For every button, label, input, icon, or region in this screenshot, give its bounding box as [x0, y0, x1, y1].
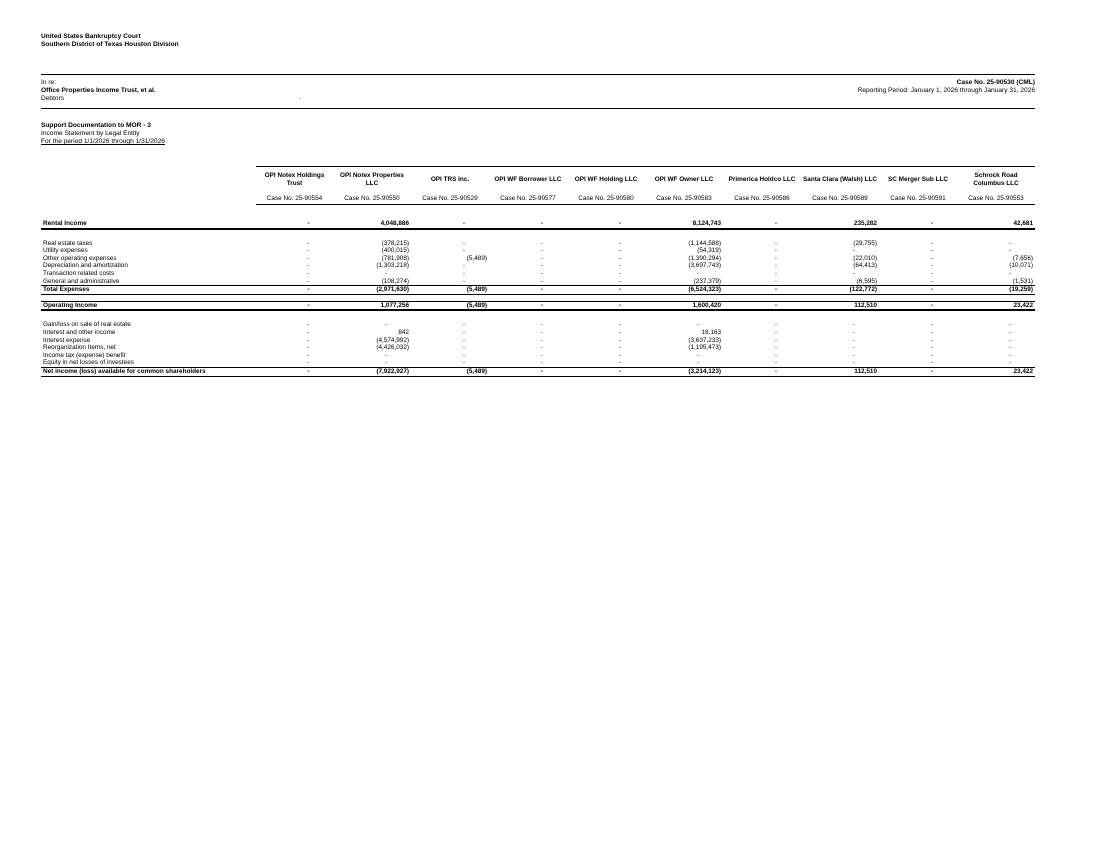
- header-blank: [41, 167, 256, 194]
- value-cell: -: [384, 321, 388, 329]
- row-reorganization-items: [41, 344, 1035, 352]
- value-cell: (7,922,927): [333, 367, 411, 376]
- value-cell: -: [462, 321, 466, 329]
- value-cell: -: [774, 336, 778, 344]
- value-cell: (122,772): [801, 286, 879, 295]
- spacer-cell: [41, 205, 1035, 221]
- row-label: Reorganization Items, net: [43, 344, 116, 352]
- row-label: General and administrative: [41, 278, 256, 286]
- value-cell: -: [879, 286, 957, 295]
- value-cell: (22,010): [853, 254, 877, 262]
- value-cell: (5,489): [411, 367, 489, 376]
- value-cell: -: [567, 286, 645, 295]
- value-cell: (4,426,032): [376, 344, 409, 352]
- value-cell: -: [540, 344, 544, 352]
- value-cell: -: [462, 247, 466, 255]
- value-cell: -: [618, 328, 622, 336]
- value-cell: -: [930, 262, 934, 270]
- row-net-income: [41, 367, 1035, 376]
- value-cell: -: [540, 239, 544, 247]
- value-cell: -: [696, 269, 700, 277]
- value-cell: -: [307, 262, 310, 270]
- value-cell: (3,697,743): [688, 262, 721, 270]
- row-label: Real estate taxes: [43, 239, 93, 247]
- value-cell: -: [540, 336, 544, 344]
- column-case-number: Case No. 25-90550: [333, 193, 411, 205]
- value-cell: -: [411, 220, 489, 229]
- value-cell: 23,422: [957, 301, 1035, 310]
- row-other-operating: [41, 255, 1035, 263]
- value-cell: -: [852, 247, 856, 255]
- row-label: Total Expenses: [41, 286, 256, 295]
- value-cell: (5,489): [411, 286, 489, 295]
- value-cell: -: [256, 301, 333, 310]
- column-case-number: Case No. 25-90591: [879, 193, 957, 205]
- value-cell: -: [567, 278, 645, 286]
- caption-right: [858, 79, 1035, 95]
- value-cell: -: [852, 328, 856, 336]
- value-cell: -: [307, 328, 310, 336]
- row-utility-expenses: [41, 247, 1035, 255]
- row-label: Equity in net losses of investees: [41, 359, 256, 367]
- caption-top-rule: [41, 74, 1035, 75]
- row-gain-loss-sale: [41, 321, 1035, 329]
- value-cell: -: [774, 262, 778, 270]
- value-cell: -: [618, 269, 622, 277]
- value-cell: -: [462, 351, 466, 359]
- value-cell: -: [852, 344, 856, 352]
- column-header: OPI Notex Holdings Trust: [256, 167, 333, 194]
- row-label: Depreciation and amortization: [43, 262, 128, 270]
- value-cell: (108,274): [333, 278, 411, 286]
- income-statement-table: [41, 166, 1035, 377]
- value-cell: 8,124,743: [645, 220, 723, 229]
- value-cell: -: [307, 239, 310, 247]
- value-cell: -: [1008, 247, 1012, 255]
- column-case-number: Case No. 25-90583: [645, 193, 723, 205]
- value-cell: -: [462, 239, 466, 247]
- value-cell: -: [852, 269, 856, 277]
- value-cell: -: [618, 344, 622, 352]
- value-cell: 23,422: [957, 367, 1035, 376]
- row-label: Interest expense: [43, 336, 91, 344]
- value-cell: -: [462, 336, 466, 344]
- value-cell: -: [384, 269, 388, 277]
- value-cell: -: [1008, 336, 1012, 344]
- value-cell: (6,524,323): [645, 286, 723, 295]
- value-cell: (54,319): [697, 247, 721, 255]
- column-case-number: Case No. 25-90554: [256, 193, 333, 205]
- support-period: For the period 1/1/2026 through 1/31/2026: [41, 138, 165, 145]
- spacer-row: [41, 294, 1035, 301]
- reporting-period: Reporting Period: January 1, 2026 through January 31, 2026: [857, 87, 1035, 94]
- value-cell: -: [879, 359, 957, 367]
- row-depreciation: [41, 262, 1035, 270]
- court-name: United States Bankruptcy Court: [41, 33, 141, 40]
- value-cell: -: [567, 367, 645, 376]
- value-cell: -: [333, 359, 411, 367]
- value-cell: -: [256, 359, 333, 367]
- value-cell: -: [1008, 344, 1012, 352]
- value-cell: -: [411, 278, 489, 286]
- column-case-number: Case No. 25-90580: [567, 193, 645, 205]
- row-label: Net income (loss) available for common shareholders: [41, 367, 256, 376]
- value-cell: -: [696, 351, 700, 359]
- value-cell: -: [1008, 321, 1012, 329]
- value-cell: -: [930, 351, 934, 359]
- value-cell: -: [618, 262, 622, 270]
- row-label: Income tax (expense) benefit: [43, 351, 126, 359]
- value-cell: -: [852, 321, 856, 329]
- column-header: Primerica Holdco LLC: [723, 167, 801, 194]
- spacer-row: [41, 229, 1035, 240]
- column-header: Santa Clara (Walsh) LLC: [801, 167, 879, 194]
- value-cell: (1,531): [957, 278, 1035, 286]
- value-cell: (1,195,473): [688, 344, 721, 352]
- spacer-cell: [41, 229, 1035, 240]
- value-cell: (7,656): [1012, 254, 1033, 262]
- value-cell: -: [957, 359, 1035, 367]
- stray-dot: .: [299, 94, 301, 101]
- value-cell: -: [489, 220, 567, 229]
- value-cell: -: [618, 351, 622, 359]
- value-cell: 112,510: [801, 301, 879, 310]
- row-general-admin: [41, 278, 1035, 286]
- value-cell: -: [879, 220, 957, 229]
- row-interest-expense: [41, 337, 1035, 345]
- value-cell: -: [774, 254, 778, 262]
- column-case-number: Case No. 25-90577: [489, 193, 567, 205]
- value-cell: -: [489, 359, 567, 367]
- value-cell: -: [930, 328, 934, 336]
- value-cell: -: [930, 336, 934, 344]
- value-cell: -: [540, 254, 544, 262]
- column-header: SC Merger Sub LLC: [879, 167, 957, 194]
- value-cell: -: [774, 321, 778, 329]
- column-header: OPI TRS Inc.: [411, 167, 489, 194]
- column-header-row: [41, 167, 1035, 194]
- value-cell: -: [723, 278, 801, 286]
- value-cell: (400,015): [381, 247, 409, 255]
- value-cell: -: [540, 321, 544, 329]
- value-cell: -: [852, 351, 856, 359]
- value-cell: -: [618, 254, 622, 262]
- row-label: Utility expenses: [43, 247, 88, 255]
- value-cell: (237,379): [645, 278, 723, 286]
- debtor-name: Office Properties Income Trust, et al.: [41, 87, 156, 94]
- value-cell: -: [696, 321, 700, 329]
- value-cell: -: [618, 336, 622, 344]
- value-cell: (378,215): [381, 239, 409, 247]
- value-cell: -: [774, 344, 778, 352]
- value-cell: (6,595): [801, 278, 879, 286]
- value-cell: (5,489): [411, 301, 489, 310]
- row-transaction-costs: [41, 270, 1035, 278]
- value-cell: (4,574,992): [376, 336, 409, 344]
- debtors-label: Debtors: [41, 95, 65, 102]
- value-cell: 1,077,256: [333, 301, 411, 310]
- row-equity-losses: [41, 359, 1035, 367]
- value-cell: -: [540, 269, 544, 277]
- value-cell: -: [618, 321, 622, 329]
- value-cell: -: [307, 336, 310, 344]
- value-cell: (5,489): [466, 254, 487, 262]
- support-subtitle: Income Statement by Legal Entity: [41, 130, 140, 137]
- value-cell: 112,510: [801, 367, 879, 376]
- value-cell: -: [540, 351, 544, 359]
- value-cell: -: [1008, 351, 1012, 359]
- case-number-row: [41, 193, 1035, 205]
- column-header: OPI WF Holding LLC: [567, 167, 645, 194]
- value-cell: -: [307, 254, 310, 262]
- value-cell: -: [540, 247, 544, 255]
- value-cell: (10,071): [1009, 262, 1033, 270]
- value-cell: -: [462, 344, 466, 352]
- spacer-cell: [41, 310, 1035, 321]
- column-case-number: Case No. 25-90529: [411, 193, 489, 205]
- value-cell: -: [879, 367, 957, 376]
- value-cell: -: [307, 344, 310, 352]
- value-cell: -: [774, 351, 778, 359]
- in-re-label: In re:: [41, 79, 57, 86]
- row-label: Rental Income: [41, 220, 256, 229]
- row-label: Other operating expenses: [43, 254, 117, 262]
- value-cell: -: [801, 359, 879, 367]
- value-cell: -: [411, 359, 489, 367]
- value-cell: -: [618, 239, 622, 247]
- value-cell: -: [567, 301, 645, 310]
- value-cell: -: [879, 278, 957, 286]
- value-cell: -: [1008, 239, 1012, 247]
- value-cell: -: [540, 262, 544, 270]
- value-cell: -: [879, 301, 957, 310]
- court-header: [41, 33, 179, 49]
- row-rental-income: [41, 220, 1035, 229]
- column-header: OPI WF Owner LLC: [645, 167, 723, 194]
- row-income-tax: [41, 352, 1035, 360]
- value-cell: -: [774, 247, 778, 255]
- value-cell: 18,163: [701, 328, 721, 336]
- court-district: Southern District of Texas Houston Division: [41, 41, 179, 48]
- value-cell: -: [256, 278, 333, 286]
- column-header: OPI WF Borrower LLC: [489, 167, 567, 194]
- value-cell: 4,048,886: [333, 220, 411, 229]
- value-cell: 235,282: [801, 220, 879, 229]
- value-cell: -: [256, 367, 333, 376]
- value-cell: -: [723, 286, 801, 295]
- row-operating-income: [41, 301, 1035, 310]
- spacer-row: [41, 205, 1035, 221]
- column-case-number: Case No. 25-90553: [957, 193, 1035, 205]
- support-title: Support Documentation to MOR - 3: [41, 122, 151, 129]
- value-cell: -: [930, 321, 934, 329]
- value-cell: (781,908): [381, 254, 409, 262]
- value-cell: -: [567, 220, 645, 229]
- value-cell: -: [774, 239, 778, 247]
- value-cell: (1,144,588): [688, 239, 721, 247]
- value-cell: 42,681: [957, 220, 1035, 229]
- value-cell: -: [256, 220, 333, 229]
- value-cell: -: [723, 220, 801, 229]
- value-cell: -: [852, 336, 856, 344]
- value-cell: -: [462, 269, 466, 277]
- value-cell: (2,971,630): [333, 286, 411, 295]
- case-blank: [41, 193, 256, 205]
- value-cell: -: [774, 269, 778, 277]
- value-cell: -: [618, 247, 622, 255]
- value-cell: -: [567, 359, 645, 367]
- value-cell: -: [930, 269, 934, 277]
- value-cell: -: [930, 254, 934, 262]
- value-cell: -: [462, 328, 466, 336]
- value-cell: -: [489, 278, 567, 286]
- value-cell: (1,390,294): [688, 254, 721, 262]
- value-cell: (1,303,218): [376, 262, 409, 270]
- support-header: [41, 122, 165, 146]
- row-label: Gain/loss on sale of real estate: [43, 321, 131, 329]
- value-cell: -: [723, 301, 801, 310]
- value-cell: -: [256, 286, 333, 295]
- value-cell: 842: [398, 328, 409, 336]
- value-cell: -: [462, 262, 466, 270]
- value-cell: (64,413): [853, 262, 877, 270]
- caption-left: [41, 79, 156, 103]
- spacer-row: [41, 310, 1035, 321]
- value-cell: (29,755): [853, 239, 877, 247]
- row-label: Transaction related costs: [43, 269, 115, 277]
- value-cell: -: [645, 359, 723, 367]
- value-cell: -: [307, 321, 310, 329]
- row-interest-other-income: [41, 329, 1035, 337]
- value-cell: (3,214,123): [645, 367, 723, 376]
- value-cell: (3,637,233): [688, 336, 721, 344]
- value-cell: -: [307, 269, 310, 277]
- row-real-estate-taxes: [41, 240, 1035, 248]
- value-cell: (19,259): [957, 286, 1035, 295]
- value-cell: -: [930, 344, 934, 352]
- value-cell: -: [1008, 328, 1012, 336]
- value-cell: -: [1008, 269, 1012, 277]
- value-cell: -: [930, 247, 934, 255]
- value-cell: -: [307, 351, 310, 359]
- value-cell: -: [489, 301, 567, 310]
- column-case-number: Case No. 25-90586: [723, 193, 801, 205]
- value-cell: 1,600,420: [645, 301, 723, 310]
- case-number: Case No. 25-90530 (CML): [956, 79, 1035, 86]
- value-cell: -: [384, 351, 388, 359]
- row-label: Operating Income: [41, 301, 256, 310]
- value-cell: -: [723, 367, 801, 376]
- value-cell: -: [723, 359, 801, 367]
- column-header: Schrock Road Columbus LLC: [957, 167, 1035, 194]
- value-cell: -: [307, 247, 310, 255]
- value-cell: -: [489, 367, 567, 376]
- value-cell: -: [930, 239, 934, 247]
- spacer-cell: [41, 294, 1035, 301]
- row-total-expenses: [41, 286, 1035, 295]
- column-header: OPI Notex Properties LLC: [333, 167, 411, 194]
- value-cell: -: [774, 328, 778, 336]
- value-cell: -: [489, 286, 567, 295]
- value-cell: -: [540, 328, 544, 336]
- row-label: Interest and other income: [43, 328, 116, 336]
- column-case-number: Case No. 25-90589: [801, 193, 879, 205]
- caption-bottom-rule: [41, 108, 1035, 109]
